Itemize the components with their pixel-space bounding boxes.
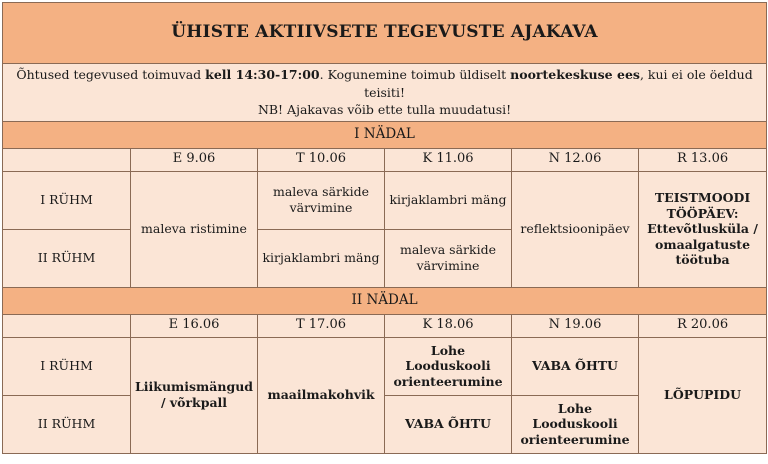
day-header: E 16.06 (131, 314, 258, 337)
info-time: kell 14:30-17:00 (205, 67, 320, 82)
day-header: K 18.06 (385, 314, 512, 337)
activity-cell: VABA ÕHTU (385, 395, 512, 453)
activity-cell: maailmakohvik (258, 337, 385, 453)
schedule-sheet (2, 2, 766, 462)
day-header: N 19.06 (512, 314, 639, 337)
info-place: noortekeskuse ees (510, 67, 640, 82)
day-header-empty (3, 148, 131, 171)
group-label: II RÜHM (3, 229, 131, 287)
activity-cell: maleva särkide värvimine (258, 171, 385, 229)
activity-cell: Lohe Looduskooli orienteerumine (512, 395, 639, 453)
schedule-table (2, 2, 767, 454)
group-label: II RÜHM (3, 395, 131, 453)
info-part1: Õhtused tegevused toimuvad (16, 67, 206, 82)
schedule-title: ÜHISTE AKTIIVSETE TEGEVUSTE AJAKAVA (3, 3, 767, 64)
day-header: K 11.06 (385, 148, 512, 171)
group-label: I RÜHM (3, 171, 131, 229)
activity-cell: LÕPUPIDU (639, 337, 767, 453)
activity-cell: Liikumismängud / võrkpall (131, 337, 258, 453)
info-note: NB! Ajakavas võib ette tulla muudatusi! (257, 102, 512, 117)
activity-cell: maleva särkide värvimine (385, 229, 512, 287)
activity-cell: kirjaklambri mäng (385, 171, 512, 229)
activity-cell: TEISTMOODI TÖÖPÄEV: Ettevõtlusküla / omaalgatuste töötuba (639, 171, 767, 287)
day-header: T 10.06 (258, 148, 385, 171)
activity-cell: VABA ÕHTU (512, 337, 639, 395)
info-part2: . Kogunemine toimub üldiselt (319, 67, 511, 82)
day-header: R 13.06 (639, 148, 767, 171)
group-label: I RÜHM (3, 337, 131, 395)
activity-cell: Lohe Looduskooli orienteerumine (385, 337, 512, 395)
activity-cell: reflektsioonipäev (512, 171, 639, 287)
day-header-empty (3, 314, 131, 337)
day-header: T 17.06 (258, 314, 385, 337)
day-header: E 9.06 (131, 148, 258, 171)
activity-cell: maleva ristimine (131, 171, 258, 287)
week-2-header: II NÄDAL (3, 287, 767, 314)
info-part3: , kui ei ole öeldud teisiti! (364, 67, 753, 100)
activity-cell: kirjaklambri mäng (258, 229, 385, 287)
day-header: R 20.06 (639, 314, 767, 337)
day-header: N 12.06 (512, 148, 639, 171)
week-1-header: I NÄDAL (3, 121, 767, 148)
info-text (3, 64, 767, 122)
